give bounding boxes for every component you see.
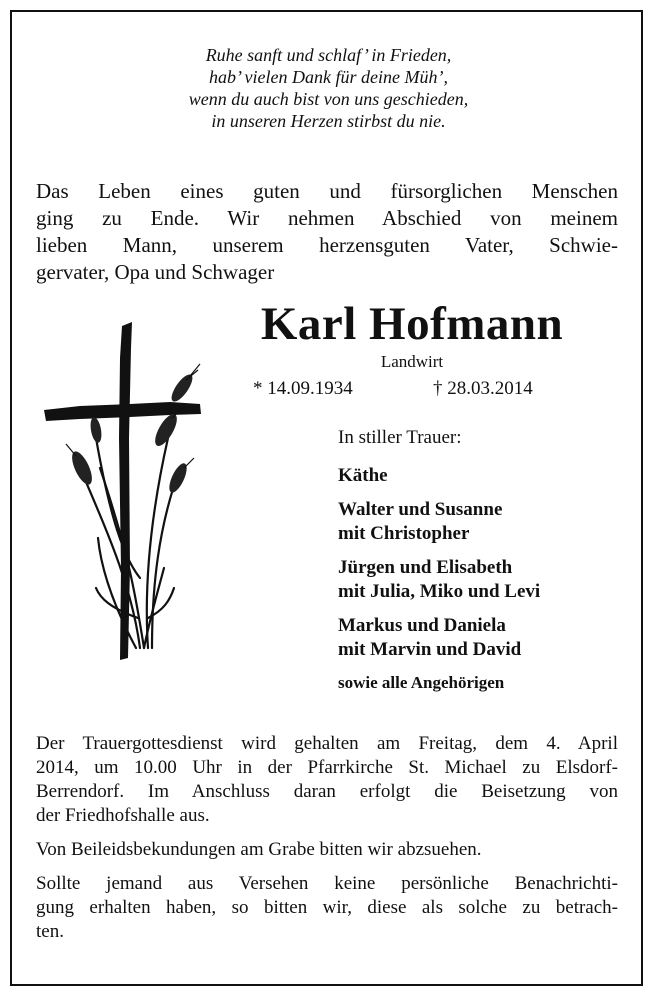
birth-date: * 14.09.1934 [253, 378, 353, 399]
mourners-lead: In stiller Trauer: [338, 427, 462, 448]
mourner-group [338, 464, 638, 488]
notification-line: gung erhalten haben, so bitten wir, diese als solche zu betrach- [36, 897, 618, 918]
mourner-name: mit Marvin und David [338, 639, 522, 660]
service-line: der Friedhofshalle aus. [36, 805, 210, 826]
mourner-name: mit Christopher [338, 523, 470, 544]
service-info [36, 732, 618, 954]
service-line: Der Trauergottesdienst wird gehalten am Freitag, dem 4. April [36, 733, 618, 754]
intro-line: ging zu Ende. Wir nehmen Abschied von meinem [36, 206, 618, 230]
poem-line: hab’ vielen Dank für deine Müh’, [209, 67, 448, 87]
service-line: 2014, um 10.00 Uhr in der Pfarrkirche St. Michael zu Elsdorf- [36, 757, 618, 778]
service-line: Berrendorf. Im Anschluss daran erfolgt die Beisetzung von [36, 781, 618, 802]
intro-line: Das Leben eines guten und fürsorglichen Menschen [36, 179, 618, 203]
intro-line: gervater, Opa und Schwager [36, 260, 275, 284]
deceased-occupation: Landwirt [380, 352, 444, 371]
poem-line: Ruhe sanft und schlaf’ in Frieden, [205, 45, 452, 65]
death-date: † 28.03.2014 [433, 378, 533, 399]
condolence-note [36, 838, 618, 862]
poem [0, 44, 657, 132]
poem-line: in unseren Herzen stirbst du nie. [211, 111, 446, 131]
cross-with-wheat-icon [40, 318, 205, 688]
notification-line: ten. [36, 921, 64, 942]
service-paragraph [36, 732, 618, 828]
condolence-line: Von Beileidsbekundungen am Grabe bitten wir abzsuehen. [36, 839, 482, 860]
poem-line: wenn du auch bist von uns geschieden, [188, 89, 469, 109]
deceased-name: Karl Hofmann [260, 298, 564, 350]
mourners-list [338, 426, 638, 694]
mourner-name: Jürgen und Elisabeth [338, 557, 513, 578]
intro-line: lieben Mann, unserem herzensguten Vater, Schwie- [36, 233, 618, 257]
mourners-all-relatives: sowie alle Angehörigen [338, 673, 505, 692]
mourner-name: Käthe [338, 465, 388, 486]
mourner-name: Walter und Susanne [338, 499, 503, 520]
intro-text [36, 178, 618, 286]
mourner-name: mit Julia, Miko und Levi [338, 581, 541, 602]
mourner-group [338, 556, 638, 604]
mourner-group [338, 614, 638, 662]
mourner-group [338, 498, 638, 546]
notification-note [36, 872, 618, 944]
notification-line: Sollte jemand aus Versehen keine persönliche Benachrichti- [36, 873, 618, 894]
mourner-name: Markus und Daniela [338, 615, 506, 636]
